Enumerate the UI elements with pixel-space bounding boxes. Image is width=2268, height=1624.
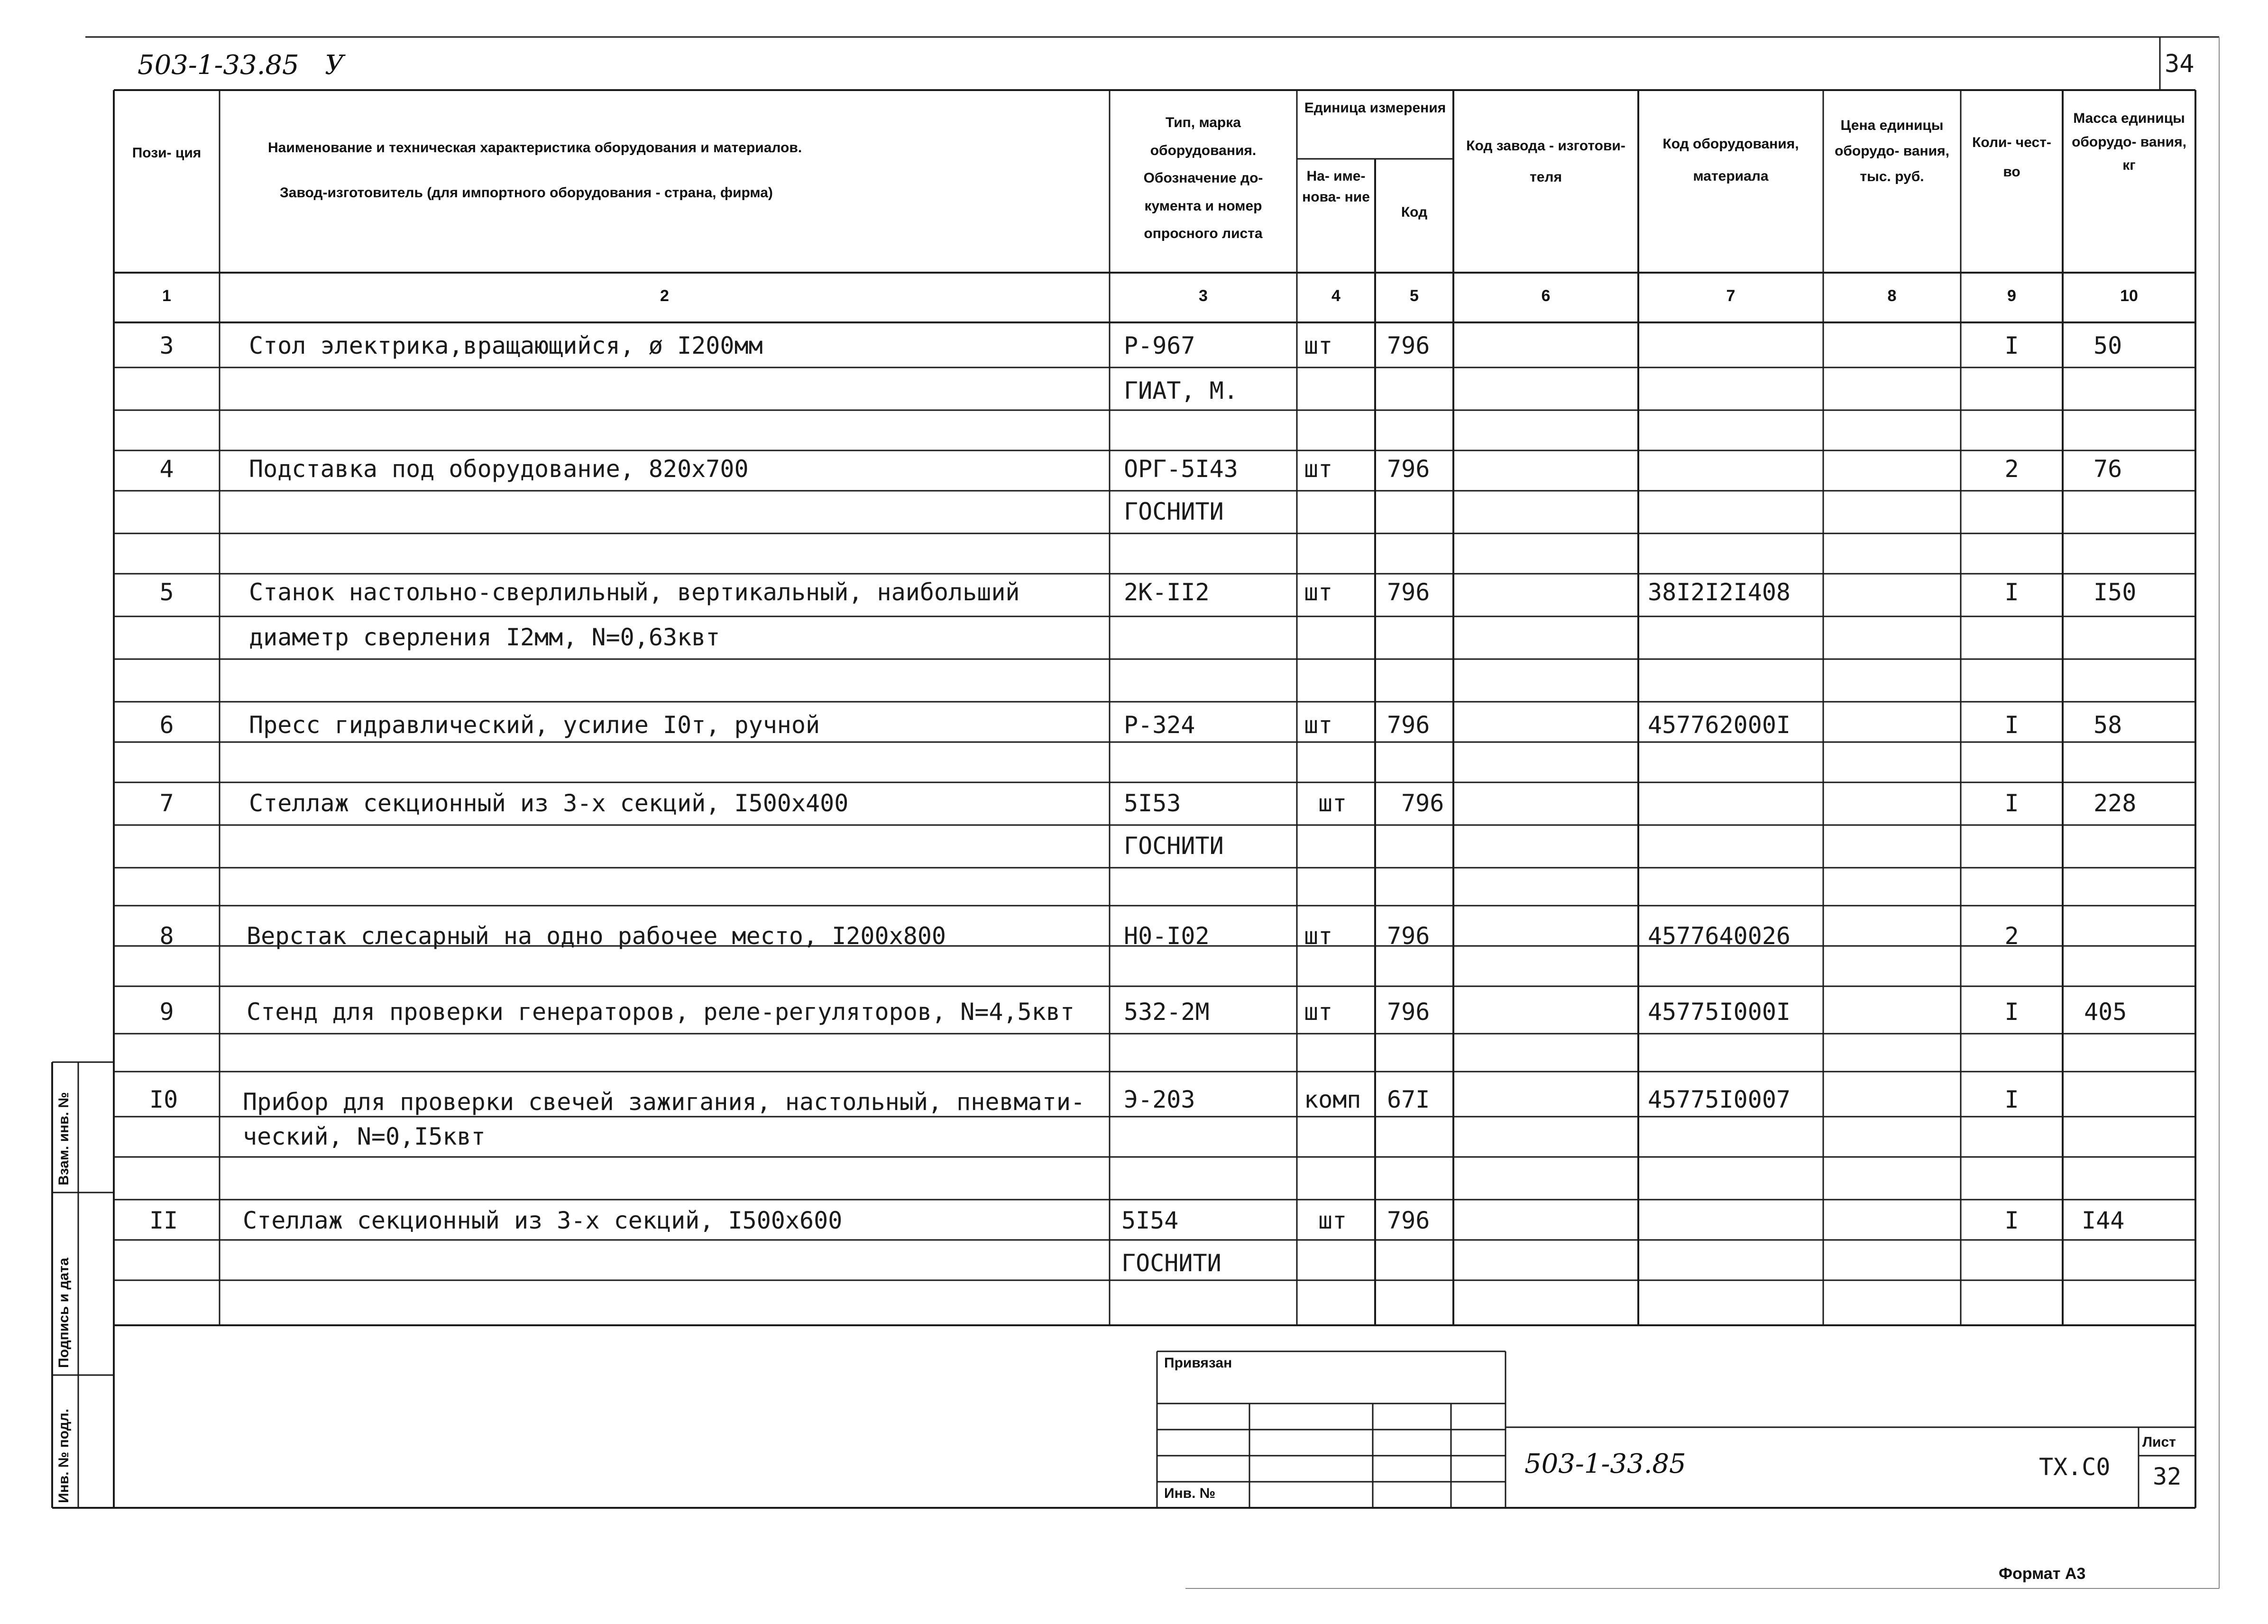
row-position: 4 (159, 455, 174, 483)
row-name: Прибор для проверки свечей зажигания, настольный, пневмати- (243, 1088, 1085, 1116)
row-type: ГИАТ, М. (1124, 377, 1238, 404)
row-quantity: I (2004, 1207, 2019, 1234)
col-number-7: 7 (1726, 287, 1735, 305)
row-quantity: I (2004, 998, 2019, 1026)
row-unit: шт (1304, 578, 1333, 606)
row-type: 532-2М (1124, 998, 1210, 1026)
title-inv-no: Инв. № (1164, 1486, 1216, 1501)
row-position: 3 (159, 332, 174, 359)
row-position: 5 (159, 578, 174, 606)
col-header-1: Пози- ция (132, 145, 202, 161)
row-position: 7 (159, 789, 174, 817)
row-name: Верстак слесарный на одно рабочее место, I200х800 (247, 922, 946, 950)
title-privyazan: Привязан (1164, 1355, 1232, 1371)
row-unit: шт (1304, 332, 1333, 359)
row-name: ческий, N=0,I5квт (243, 1123, 486, 1150)
row-unit-code: 67I (1387, 1086, 1430, 1113)
col-header-7: Код оборудования, материала (1662, 136, 1799, 184)
row-unit: шт (1304, 998, 1333, 1026)
row-type: 5I53 (1124, 789, 1181, 817)
row-unit-code: 796 (1387, 578, 1430, 606)
col-header-10: Масса единицы оборудо- вания, кг (2072, 110, 2186, 173)
header-doc-suffix: У (325, 50, 344, 81)
row-mass: 76 (2094, 455, 2122, 483)
row-name: Стол электрика,вращающийся, ø I200мм (249, 332, 763, 359)
col-header-8: Цена единицы оборудо- вания, тыс. руб. (1835, 118, 1949, 184)
row-unit: шт (1318, 789, 1347, 817)
row-type: 2К-II2 (1124, 578, 1210, 606)
row-type: ГОСНИТИ (1121, 1249, 1221, 1277)
header-doc-code: 503-1-33.85 (138, 50, 299, 81)
row-mass: 58 (2094, 711, 2122, 739)
stamp-inv-podl: Инв. № подл. (56, 1408, 72, 1503)
row-material-code: 45775I0007 (1648, 1086, 1791, 1113)
title-sheet-number: 32 (2153, 1463, 2182, 1490)
row-unit-code: 796 (1387, 455, 1430, 483)
col-number-1: 1 (162, 287, 171, 305)
col-header-unit-group: Единица измерения (1304, 100, 1446, 116)
row-mass: I50 (2094, 578, 2137, 606)
row-material-code: 457762000I (1648, 711, 1791, 739)
row-position: 8 (159, 922, 174, 950)
title-mark: ТХ.С0 (2039, 1453, 2111, 1481)
row-position: 6 (159, 711, 174, 739)
row-material-code: 45775I000I (1648, 998, 1791, 1026)
row-position: I0 (149, 1086, 178, 1113)
title-sheet-label: Лист (2142, 1434, 2176, 1450)
row-unit: шт (1304, 922, 1333, 950)
row-name: Подставка под оборудование, 820х700 (249, 455, 749, 483)
row-unit: шт (1304, 455, 1333, 483)
col-number-8: 8 (1887, 287, 1897, 305)
col-header-2-line2: Завод-изготовитель (для импортного оборудования - страна, фирма) (280, 185, 773, 201)
row-mass: I44 (2082, 1207, 2125, 1234)
row-mass: 50 (2094, 332, 2122, 359)
row-quantity: I (2004, 1086, 2019, 1113)
col-header-5: Код (1401, 204, 1428, 220)
row-mass: 228 (2094, 789, 2137, 817)
col-number-6: 6 (1541, 287, 1551, 305)
row-unit-code: 796 (1401, 789, 1444, 817)
col-header-3: Тип, марка оборудования. Обозначение до- кумента и номер опросного листа (1143, 115, 1263, 241)
row-material-code: 38I2I2I408 (1648, 578, 1791, 606)
row-position: 9 (159, 998, 174, 1026)
col-header-6: Код завода - изготови- теля (1466, 138, 1625, 185)
row-type: Р-324 (1124, 711, 1195, 739)
row-name: Стенд для проверки генераторов, реле-регуляторов, N=4,5квт (247, 998, 1074, 1026)
row-position: II (149, 1207, 178, 1234)
row-unit-code: 796 (1387, 1207, 1430, 1234)
row-type: Э-203 (1124, 1086, 1195, 1113)
format-label: Формат А3 (1999, 1565, 2086, 1583)
row-quantity: 2 (2004, 455, 2019, 483)
row-type: Р-967 (1124, 332, 1195, 359)
col-number-9: 9 (2007, 287, 2016, 305)
row-unit-code: 796 (1387, 998, 1430, 1026)
row-quantity: I (2004, 578, 2019, 606)
row-type: ГОСНИТИ (1124, 832, 1224, 860)
row-quantity: I (2004, 789, 2019, 817)
row-name: диаметр сверления I2мм, N=0,63квт (249, 624, 720, 651)
row-name: Станок настольно-сверлильный, вертикальный, наибольший (249, 578, 1020, 606)
col-number-3: 3 (1199, 287, 1208, 305)
row-unit-code: 796 (1387, 922, 1430, 950)
row-unit: шт (1318, 1207, 1347, 1234)
row-mass: 405 (2084, 998, 2127, 1026)
col-header-4: На- име- нова- ние (1302, 168, 1370, 205)
row-type: ОРГ-5I43 (1124, 455, 1238, 483)
row-unit: шт (1304, 711, 1333, 739)
row-name: Стеллаж секционный из 3-х секций, I500х600 (243, 1207, 843, 1234)
row-quantity: 2 (2004, 922, 2019, 950)
row-quantity: I (2004, 332, 2019, 359)
row-material-code: 4577640026 (1648, 922, 1791, 950)
col-number-5: 5 (1410, 287, 1419, 305)
row-type: Н0-I02 (1124, 922, 1210, 950)
row-unit-code: 796 (1387, 332, 1430, 359)
row-unit-code: 796 (1387, 711, 1430, 739)
row-type: 5I54 (1121, 1207, 1179, 1234)
row-quantity: I (2004, 711, 2019, 739)
row-unit: комп (1304, 1086, 1361, 1113)
row-type: ГОСНИТИ (1124, 498, 1224, 525)
col-number-4: 4 (1331, 287, 1341, 305)
page-number: 34 (2165, 50, 2195, 78)
col-header-2-line1: Наименование и техническая характеристика оборудования и материалов. (268, 140, 802, 156)
col-number-10: 10 (2120, 287, 2138, 305)
stamp-podpis-data: Подпись и дата (56, 1257, 72, 1368)
row-name: Стеллаж секционный из 3-х секций, I500х400 (249, 789, 849, 817)
col-header-9: Коли- чест- во (1972, 135, 2051, 180)
title-doc-code: 503-1-33.85 (1524, 1449, 1686, 1479)
row-name: Пресс гидравлический, усилие I0т, ручной (249, 711, 820, 739)
col-number-2: 2 (660, 287, 669, 305)
stamp-vzam-inv: Взам. инв. № (56, 1092, 72, 1185)
